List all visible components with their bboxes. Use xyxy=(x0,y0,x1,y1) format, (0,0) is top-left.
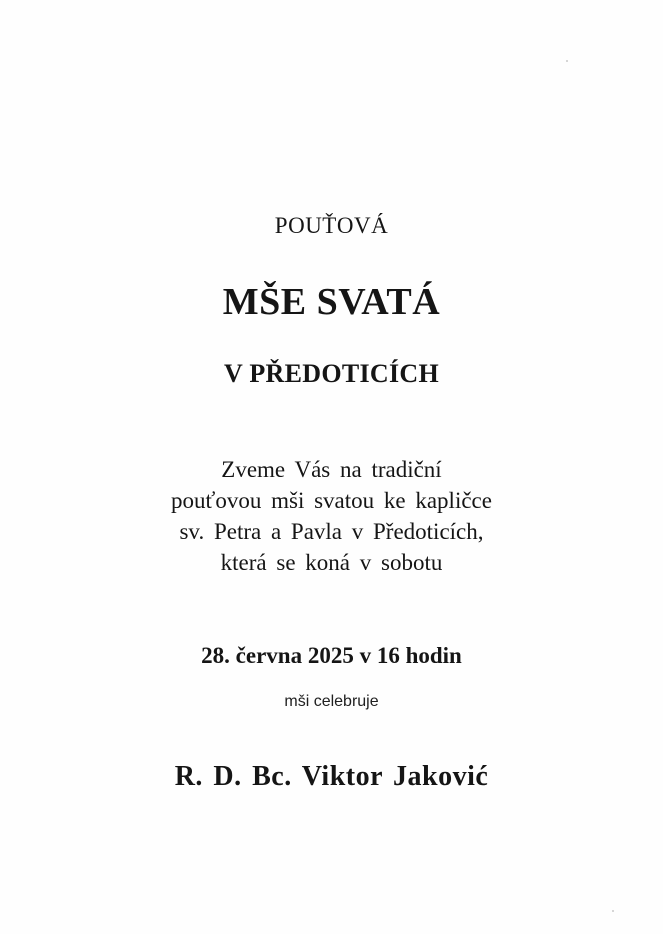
celebrant-label: mši celebruje xyxy=(284,693,379,710)
paper-speck xyxy=(566,60,568,62)
document-subtitle: POUŤOVÁ xyxy=(274,213,389,238)
celebrant-name: R. D. Bc. Viktor Jaković xyxy=(174,761,489,792)
event-date-time: 28. června 2025 v 16 hodin xyxy=(201,643,462,668)
event-place: V PŘEDOTICÍCH xyxy=(223,359,440,388)
paper-speck xyxy=(612,910,614,912)
invitation-line: Zveme Vás na tradiční xyxy=(221,457,442,482)
invitation-text xyxy=(0,454,663,578)
invitation-line: sv. Petra a Pavla v Předoticích, xyxy=(179,519,484,544)
document-title: MŠE SVATÁ xyxy=(222,281,441,323)
invitation-line: která se koná v sobotu xyxy=(220,550,443,575)
invitation-line: pouťovou mši svatou ke kapličce xyxy=(171,488,492,513)
